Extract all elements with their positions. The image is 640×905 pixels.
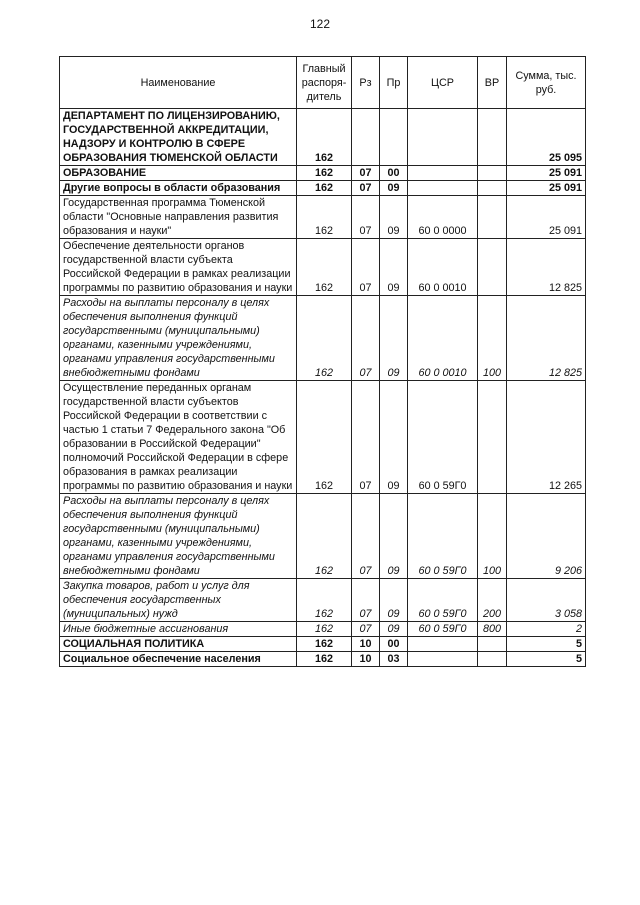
table-row bbox=[60, 239, 586, 296]
row-csr: 60 0 59Г0 bbox=[408, 381, 478, 494]
row-csr: 60 0 59Г0 bbox=[408, 622, 478, 637]
row-pr: 03 bbox=[380, 652, 408, 667]
table-row bbox=[60, 637, 586, 652]
row-sum: 9 206 bbox=[507, 494, 586, 579]
row-vr: 200 bbox=[478, 579, 507, 622]
row-pr: 09 bbox=[380, 296, 408, 381]
row-vr bbox=[478, 181, 507, 196]
row-rz: 07 bbox=[352, 381, 380, 494]
row-chief: 162 bbox=[297, 296, 352, 381]
row-csr: 60 0 0010 bbox=[408, 239, 478, 296]
table-row bbox=[60, 296, 586, 381]
row-csr bbox=[408, 166, 478, 181]
row-vr bbox=[478, 196, 507, 239]
row-chief: 162 bbox=[297, 239, 352, 296]
row-csr: 60 0 0010 bbox=[408, 296, 478, 381]
row-pr: 09 bbox=[380, 622, 408, 637]
row-sum: 2 bbox=[507, 622, 586, 637]
row-rz: 07 bbox=[352, 181, 380, 196]
row-vr bbox=[478, 239, 507, 296]
row-csr bbox=[408, 637, 478, 652]
row-chief: 162 bbox=[297, 109, 352, 166]
row-rz: 07 bbox=[352, 166, 380, 181]
row-vr bbox=[478, 109, 507, 166]
page-number: 122 bbox=[309, 17, 331, 31]
row-csr: 60 0 59Г0 bbox=[408, 579, 478, 622]
row-chief: 162 bbox=[297, 196, 352, 239]
row-rz: 07 bbox=[352, 296, 380, 381]
header-chief: Главный распоря-дитель bbox=[297, 57, 352, 109]
row-rz: 07 bbox=[352, 239, 380, 296]
row-chief: 162 bbox=[297, 652, 352, 667]
row-pr: 09 bbox=[380, 181, 408, 196]
header-sum: Сумма, тыс. руб. bbox=[507, 57, 586, 109]
row-sum: 12 825 bbox=[507, 296, 586, 381]
row-name: Государственная программа Тюменской области "Основные направления развития образования и науки" bbox=[60, 196, 297, 239]
header-pr: Пр bbox=[380, 57, 408, 109]
row-pr bbox=[380, 109, 408, 166]
row-pr: 09 bbox=[380, 196, 408, 239]
row-name: Осуществление переданных органам государственной власти субъектов Российской Федерации в соответствии с частью 1 статьи 7 Федерального закона "Об образовании в Российской Федерации" полномочий Российской Федерации в сфере образования в рамках реализации программы по развитию образования и науки bbox=[60, 381, 297, 494]
row-sum: 5 bbox=[507, 652, 586, 667]
row-chief: 162 bbox=[297, 622, 352, 637]
row-pr: 09 bbox=[380, 494, 408, 579]
row-csr bbox=[408, 109, 478, 166]
row-sum: 5 bbox=[507, 637, 586, 652]
row-vr: 100 bbox=[478, 296, 507, 381]
row-csr bbox=[408, 181, 478, 196]
row-pr: 09 bbox=[380, 579, 408, 622]
row-name: ДЕПАРТАМЕНТ ПО ЛИЦЕНЗИРОВАНИЮ, ГОСУДАРСТВЕННОЙ АККРЕДИТАЦИИ, НАДЗОРУ И КОНТРОЛЮ В СФЕРЕ ОБРАЗОВАНИЯ ТЮМЕНСКОЙ ОБЛАСТИ bbox=[60, 109, 297, 166]
row-chief: 162 bbox=[297, 579, 352, 622]
row-name: ОБРАЗОВАНИЕ bbox=[60, 166, 297, 181]
row-vr bbox=[478, 381, 507, 494]
row-name: Обеспечение деятельности органов государственной власти субъекта Российской Федерации в рамках реализации программы по развитию образования и науки bbox=[60, 239, 297, 296]
row-sum: 25 095 bbox=[507, 109, 586, 166]
table-row bbox=[60, 494, 586, 579]
row-sum: 25 091 bbox=[507, 181, 586, 196]
row-sum: 3 058 bbox=[507, 579, 586, 622]
row-vr bbox=[478, 652, 507, 667]
row-chief: 162 bbox=[297, 637, 352, 652]
row-rz: 10 bbox=[352, 652, 380, 667]
row-vr: 800 bbox=[478, 622, 507, 637]
row-name: СОЦИАЛЬНАЯ ПОЛИТИКА bbox=[60, 637, 297, 652]
row-pr: 09 bbox=[380, 239, 408, 296]
header-name: Наименование bbox=[60, 57, 297, 109]
table-row bbox=[60, 196, 586, 239]
row-chief: 162 bbox=[297, 381, 352, 494]
row-chief: 162 bbox=[297, 494, 352, 579]
budget-table bbox=[59, 56, 586, 667]
row-sum: 12 265 bbox=[507, 381, 586, 494]
table-row bbox=[60, 622, 586, 637]
row-sum: 25 091 bbox=[507, 166, 586, 181]
row-pr: 09 bbox=[380, 381, 408, 494]
row-name: Другие вопросы в области образования bbox=[60, 181, 297, 196]
row-sum: 12 825 bbox=[507, 239, 586, 296]
row-csr bbox=[408, 652, 478, 667]
table-row bbox=[60, 381, 586, 494]
row-rz: 10 bbox=[352, 637, 380, 652]
header-csr: ЦСР bbox=[408, 57, 478, 109]
row-sum: 25 091 bbox=[507, 196, 586, 239]
header-row bbox=[60, 57, 586, 109]
row-name: Социальное обеспечение населения bbox=[60, 652, 297, 667]
row-csr: 60 0 0000 bbox=[408, 196, 478, 239]
row-rz: 07 bbox=[352, 579, 380, 622]
row-csr: 60 0 59Г0 bbox=[408, 494, 478, 579]
row-name: Расходы на выплаты персоналу в целях обеспечения выполнения функций государственными (муниципальными) органами, казенными учреждениями, органами управления государственными внебюджетными фондами bbox=[60, 494, 297, 579]
row-pr: 00 bbox=[380, 637, 408, 652]
table-row bbox=[60, 181, 586, 196]
row-name: Иные бюджетные ассигнования bbox=[60, 622, 297, 637]
row-vr: 100 bbox=[478, 494, 507, 579]
row-vr bbox=[478, 166, 507, 181]
table-row bbox=[60, 109, 586, 166]
table-row bbox=[60, 652, 586, 667]
table-row bbox=[60, 166, 586, 181]
row-name: Закупка товаров, работ и услуг для обеспечения государственных (муниципальных) нужд bbox=[60, 579, 297, 622]
row-pr: 00 bbox=[380, 166, 408, 181]
row-rz bbox=[352, 109, 380, 166]
row-chief: 162 bbox=[297, 166, 352, 181]
row-name: Расходы на выплаты персоналу в целях обеспечения выполнения функций государственными (муниципальными) органами, казенными учреждениями, органами управления государственными внебюджетными фондами bbox=[60, 296, 297, 381]
header-rz: Рз bbox=[352, 57, 380, 109]
table-row bbox=[60, 579, 586, 622]
row-rz: 07 bbox=[352, 196, 380, 239]
header-vr: ВР bbox=[478, 57, 507, 109]
row-vr bbox=[478, 637, 507, 652]
row-chief: 162 bbox=[297, 181, 352, 196]
row-rz: 07 bbox=[352, 622, 380, 637]
row-rz: 07 bbox=[352, 494, 380, 579]
